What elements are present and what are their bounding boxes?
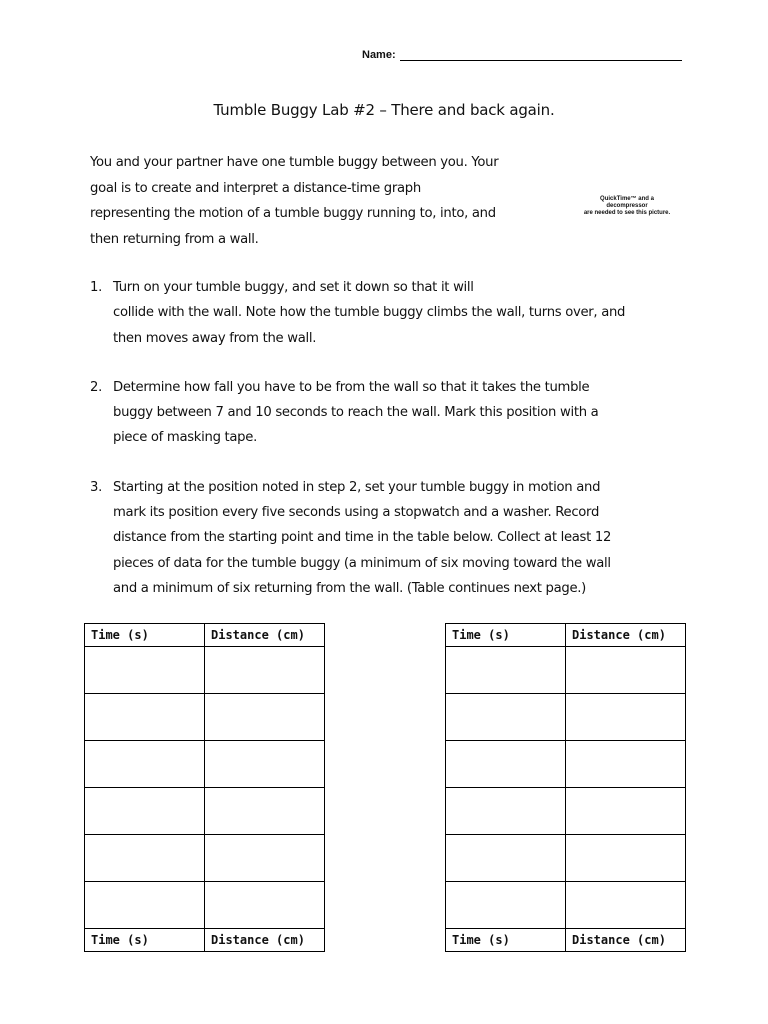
name-blank-line[interactable]	[400, 48, 682, 61]
step-line: piece of masking tape.	[113, 430, 257, 446]
table-row	[446, 647, 686, 694]
step-line: Starting at the position noted in step 2, set your tumble buggy in motion and	[113, 479, 601, 495]
footer-distance: Distance (cm)	[205, 929, 325, 952]
time-cell[interactable]	[85, 694, 205, 741]
step-number: 3.	[90, 479, 102, 495]
intro-paragraph	[90, 150, 550, 252]
time-cell[interactable]	[85, 647, 205, 694]
step-line: buggy between 7 and 10 seconds to reach the wall. Mark this position with a	[113, 405, 599, 421]
header-distance: Distance (cm)	[566, 624, 686, 647]
table-header-row	[85, 624, 325, 647]
data-table-left	[84, 623, 325, 952]
table-row	[446, 882, 686, 929]
distance-cell[interactable]	[566, 694, 686, 741]
time-cell[interactable]	[446, 835, 566, 882]
distance-cell[interactable]	[566, 882, 686, 929]
table-row	[446, 694, 686, 741]
table-row	[446, 835, 686, 882]
step-number: 2.	[90, 379, 102, 395]
quicktime-line: decompressor	[606, 203, 648, 209]
time-cell[interactable]	[446, 694, 566, 741]
step-2	[90, 375, 690, 451]
table-row	[85, 788, 325, 835]
time-cell[interactable]	[446, 882, 566, 929]
step-line: collide with the wall. Note how the tumble buggy climbs the wall, turns over, and	[113, 305, 626, 321]
footer-time: Time (s)	[446, 929, 566, 952]
distance-cell[interactable]	[566, 647, 686, 694]
table-row	[446, 741, 686, 788]
time-cell[interactable]	[446, 788, 566, 835]
intro-line: then returning from a wall.	[90, 231, 259, 247]
data-table-right	[445, 623, 686, 952]
time-cell[interactable]	[85, 788, 205, 835]
name-field[interactable]	[362, 48, 682, 61]
table-footer-row	[85, 929, 325, 952]
page-title: Tumble Buggy Lab #2 – There and back again.	[213, 101, 555, 119]
step-line: and a minimum of six returning from the wall. (Table continues next page.)	[113, 580, 587, 596]
table-row	[446, 788, 686, 835]
time-cell[interactable]	[85, 741, 205, 788]
table-row	[85, 835, 325, 882]
quicktime-line: are needed to see this picture.	[583, 210, 671, 216]
intro-line: representing the motion of a tumble buggy running to, into, and	[90, 206, 496, 221]
distance-cell[interactable]	[566, 788, 686, 835]
distance-cell[interactable]	[205, 694, 325, 741]
distance-cell[interactable]	[205, 788, 325, 835]
step-line: then moves away from the wall.	[113, 330, 317, 346]
table-header-row	[446, 624, 686, 647]
table-row	[85, 647, 325, 694]
intro-line: You and your partner have one tumble buggy between you. Your	[90, 155, 499, 170]
intro-line: goal is to create and interpret a distance-time graph	[90, 180, 421, 196]
quicktime-placeholder	[572, 196, 682, 217]
footer-distance: Distance (cm)	[566, 929, 686, 952]
time-cell[interactable]	[85, 882, 205, 929]
step-line: pieces of data for the tumble buggy (a minimum of six moving toward the wall	[113, 555, 611, 571]
distance-cell[interactable]	[205, 741, 325, 788]
step-number: 1.	[90, 280, 102, 295]
step-1	[90, 275, 690, 351]
table-row	[85, 694, 325, 741]
distance-cell[interactable]	[566, 741, 686, 788]
footer-time: Time (s)	[85, 929, 205, 952]
quicktime-line: QuickTime™ and a	[600, 196, 654, 202]
name-label: Name:	[362, 49, 396, 61]
step-line: Turn on your tumble buggy, and set it down so that it will	[113, 280, 474, 295]
header-time: Time (s)	[446, 624, 566, 647]
step-line: Determine how fall you have to be from the wall so that it takes the tumble	[113, 379, 590, 395]
table-footer-row	[446, 929, 686, 952]
step-3	[90, 475, 690, 601]
steps-list	[90, 275, 690, 625]
distance-cell[interactable]	[205, 835, 325, 882]
table-row	[85, 882, 325, 929]
time-cell[interactable]	[446, 741, 566, 788]
header-time: Time (s)	[85, 624, 205, 647]
time-cell[interactable]	[85, 835, 205, 882]
step-line: mark its position every five seconds using a stopwatch and a washer. Record	[113, 505, 600, 521]
step-line: distance from the starting point and time in the table below. Collect at least 12	[113, 530, 612, 546]
table-row	[85, 741, 325, 788]
header-distance: Distance (cm)	[205, 624, 325, 647]
distance-cell[interactable]	[205, 647, 325, 694]
distance-cell[interactable]	[205, 882, 325, 929]
distance-cell[interactable]	[566, 835, 686, 882]
time-cell[interactable]	[446, 647, 566, 694]
